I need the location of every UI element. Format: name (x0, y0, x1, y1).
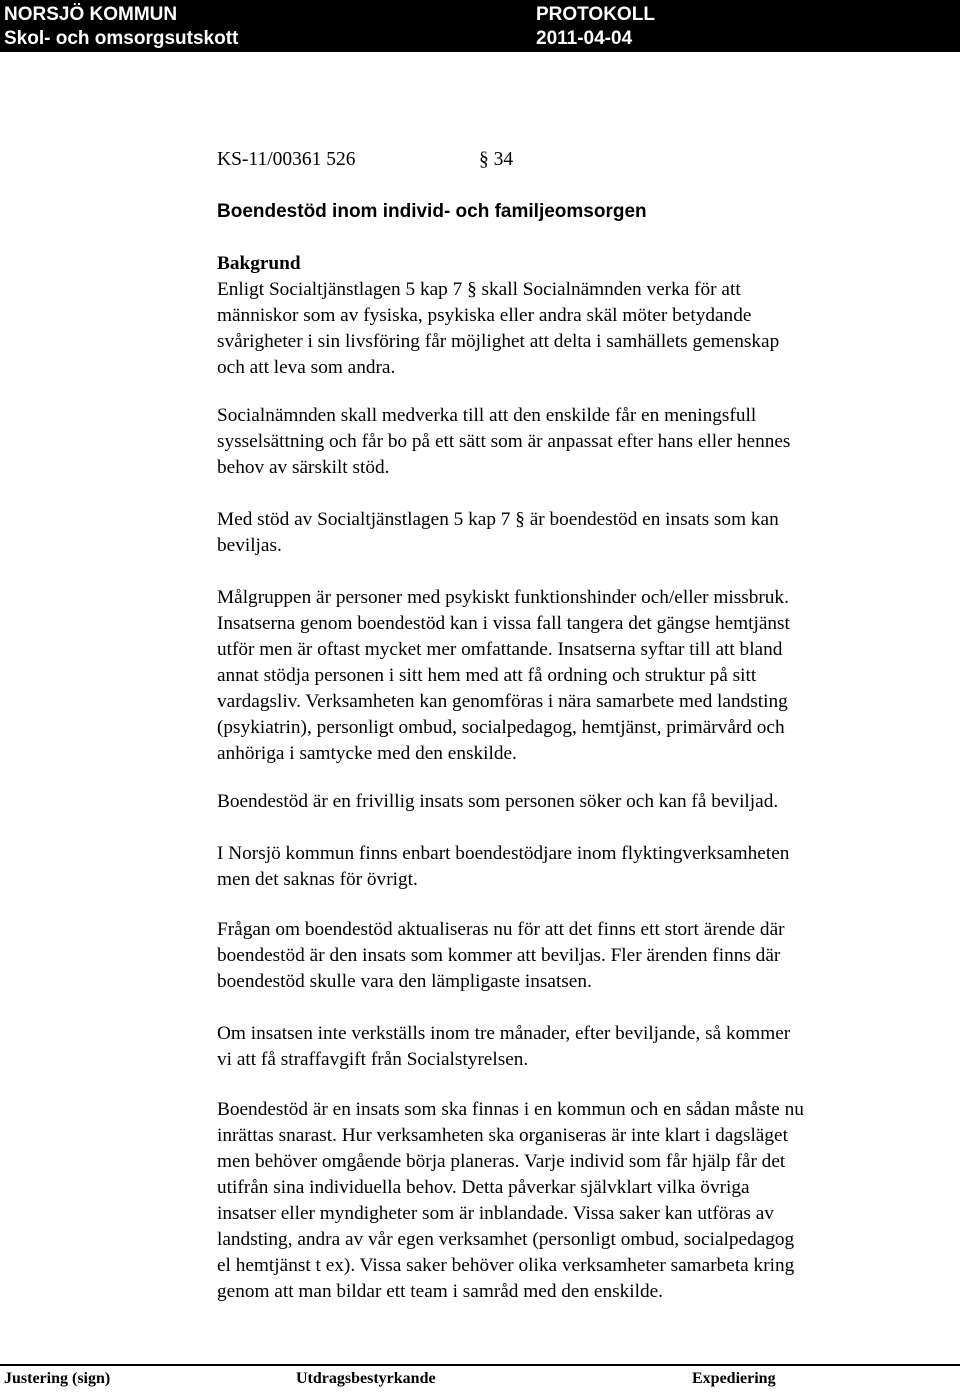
paragraph (217, 1021, 917, 1073)
document-header (0, 0, 960, 52)
text-line: boendestöd skulle vara den lämpligaste insatsen. (217, 971, 592, 992)
text-line: sysselsättning och får bo på ett sätt som är anpassat efter hans eller hennes (217, 431, 791, 452)
text-line: Boendestöd är en frivillig insats som personen söker och kan få beviljad. (217, 791, 779, 812)
paragraph (217, 251, 917, 381)
text-line: beviljas. (217, 535, 282, 556)
text-line: anhöriga i samtycke med den enskilde. (217, 743, 517, 764)
text-line: el hemtjänst t ex). Vissa saker behöver olika verksamheter samarbeta kring (217, 1255, 795, 1276)
footer-divider (0, 1364, 960, 1366)
text-line: men behöver omgående börja planeras. Varje individ som får hjälp får det (217, 1151, 786, 1172)
org-name: NORSJÖ KOMMUN (4, 4, 178, 25)
text-line: människor som av fysiska, psykiska eller andra skäl möter betydande (217, 305, 752, 326)
paragraph (217, 507, 917, 559)
document-type: PROTOKOLL (536, 4, 655, 25)
text-line: Med stöd av Socialtjänstlagen 5 kap 7 § är boendestöd en insats som kan (217, 509, 779, 530)
text-line: boendestöd är den insats som kommer att beviljas. Fler ärenden finns där (217, 945, 781, 966)
text-line: utför men är oftast mycket mer omfattande. Insatserna syftar till att bland (217, 639, 783, 660)
case-reference-line (217, 147, 514, 173)
text-line: Målgruppen är personer med psykiskt funktionshinder och/eller missbruk. (217, 587, 789, 608)
text-line: Socialnämnden skall medverka till att den enskilde får en meningsfull (217, 405, 757, 426)
text-line: vardagsliv. Verksamheten kan genomföras i nära samarbete med landsting (217, 691, 788, 712)
paragraph (217, 841, 917, 893)
section-heading: Bakgrund (217, 253, 301, 274)
paragraph (217, 789, 917, 815)
paragraph (217, 917, 917, 995)
text-line: och att leva som andra. (217, 357, 396, 378)
paragraph (217, 585, 917, 767)
committee-name: Skol- och omsorgsutskott (4, 28, 239, 49)
footer-expediering: Expediering (692, 1370, 776, 1387)
text-line: (psykiatrin), personligt ombud, socialpedagog, hemtjänst, primärvård och (217, 717, 785, 738)
footer-justering: Justering (sign) (4, 1370, 111, 1387)
text-line: insatser eller myndigheter som är inblandade. Vissa saker kan utföras av (217, 1203, 774, 1224)
text-line: svårigheter i sin livsföring får möjlighet att delta i samhällets gemenskap (217, 331, 780, 352)
text-line: Boendestöd är en insats som ska finnas i en kommun och en sådan måste nu (217, 1099, 804, 1120)
text-line: annat stödja personen i sitt hem med att få ordning och struktur på sitt (217, 665, 757, 686)
text-line: landsting, andra av vår egen verksamhet (personligt ombud, socialpedagog (217, 1229, 795, 1250)
case-title: Boendestöd inom individ- och familjeomsorgen (217, 201, 647, 222)
text-line: Frågan om boendestöd aktualiseras nu för att det finns ett stort ärende där (217, 919, 785, 940)
text-line: vi att få straffavgift från Socialstyrelsen. (217, 1049, 529, 1070)
case-reference: KS-11/00361 526 (217, 149, 356, 170)
text-line: utifrån sina individuella behov. Detta påverkar självklart vilka övriga (217, 1177, 750, 1198)
text-line: behov av särskilt stöd. (217, 457, 390, 478)
paragraph-number: § 34 (479, 149, 514, 170)
text-line: I Norsjö kommun finns enbart boendestödjare inom flyktingverksamheten (217, 843, 790, 864)
paragraph (217, 1097, 917, 1305)
text-line: genom att man bildar ett team i samråd med den enskilde. (217, 1281, 664, 1302)
meeting-date: 2011-04-04 (536, 28, 633, 49)
paragraph (217, 403, 917, 481)
text-line: Om insatsen inte verkställs inom tre månader, efter beviljande, så kommer (217, 1023, 791, 1044)
text-line: Insatserna genom boendestöd kan i vissa fall tangera det gängse hemtjänst (217, 613, 790, 634)
text-line: Enligt Socialtjänstlagen 5 kap 7 § skall Socialnämnden verka för att (217, 279, 741, 300)
footer-utdragsbestyrkande: Utdragsbestyrkande (296, 1370, 436, 1387)
text-line: inrättas snarast. Hur verksamheten ska organiseras är inte klart i dagsläget (217, 1125, 788, 1146)
text-line: men det saknas för övrigt. (217, 869, 418, 890)
